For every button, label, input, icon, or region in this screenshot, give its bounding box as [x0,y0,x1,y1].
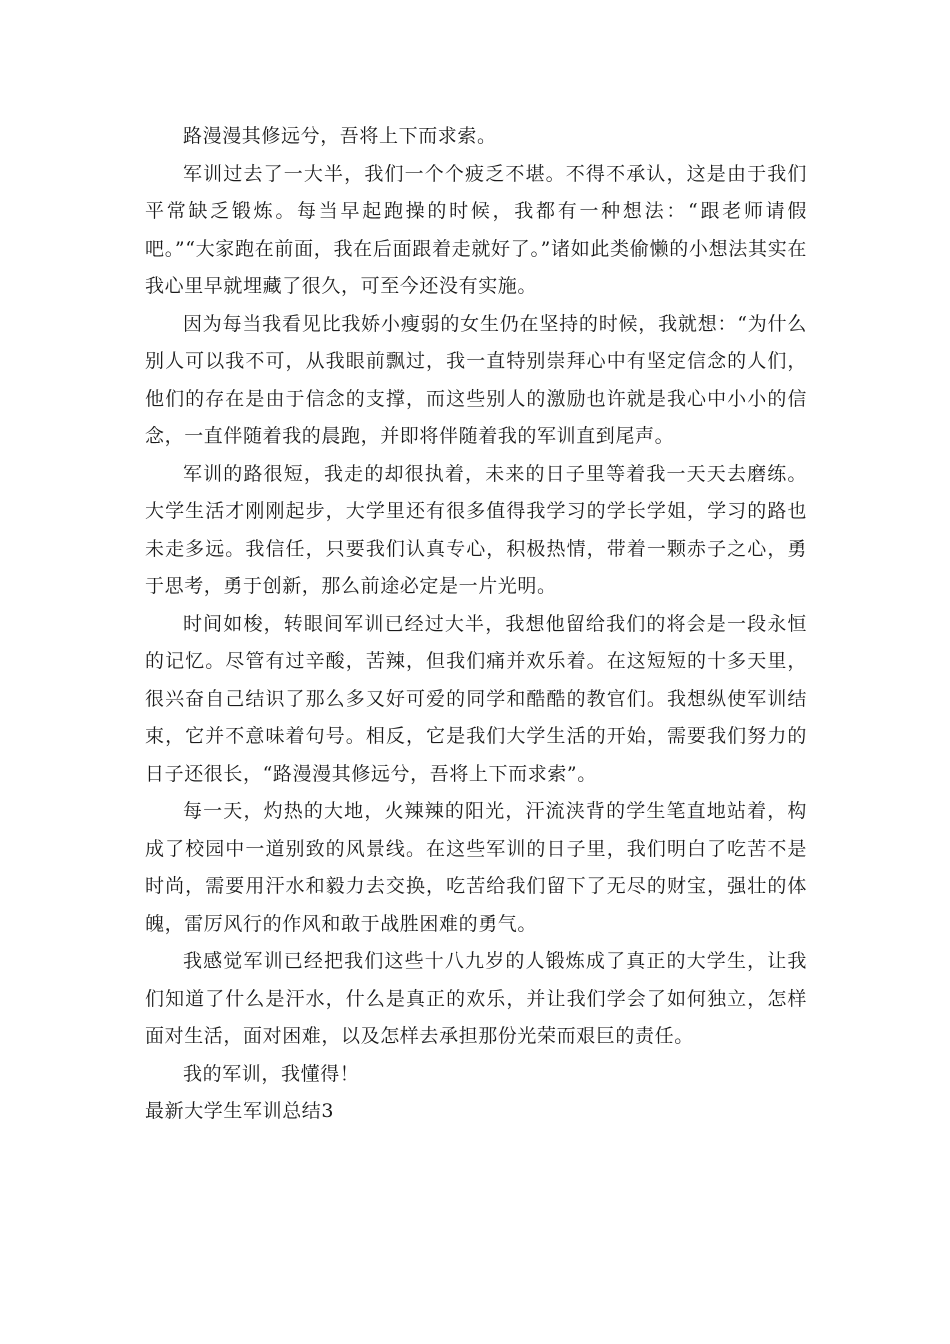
paragraph-4: 军训的路很短，我走的却很执着，未来的日子里等着我一天天去磨练。大学生活才刚刚起步，大学里还有很多值得我学习的学长学姐，学习的路也未走多远。我信任，只要我们认真专心，积极热情，带着一颗赤子之心，勇于思考，勇于创新，那么前途必定是一片光明。 [145,462,807,597]
paragraph-2: 军训过去了一大半，我们一个个疲乏不堪。不得不承认，这是由于我们平常缺乏锻炼。每当早起跑操的时候，我都有一种想法：“跟老师请假吧。”“大家跑在前面，我在后面跟着走就好了。”诸如此类偷懒的小想法其实在我心里早就埋藏了很久，可至今还没有实施。 [145,162,807,297]
paragraph-7: 我感觉军训已经把我们这些十八九岁的人锻炼成了真正的大学生，让我们知道了什么是汗水，什么是真正的欢乐，并让我们学会了如何独立，怎样面对生活，面对困难，以及怎样去承担那份光荣而艰巨的责任。 [145,950,807,1047]
document-body [145,118,807,1131]
section-heading: 最新大学生军训总结3 [145,1100,335,1122]
paragraph-5: 时间如梭，转眼间军训已经过大半，我想他留给我们的将会是一段永恒的记忆。尽管有过辛酸，苦辣，但我们痛并欢乐着。在这短短的十多天里，很兴奋自己结识了那么多又好可爱的同学和酷酷的教官们。我想纵使军训结束，它并不意味着句号。相反，它是我们大学生活的开始，需要我们努力的日子还很长，“路漫漫其修远兮，吾将上下而求索”。 [145,612,807,785]
paragraph-1: 路漫漫其修远兮，吾将上下而求索。 [183,125,497,147]
paragraph-8: 我的军训，我懂得！ [183,1062,360,1085]
paragraph-6: 每一天，灼热的大地，火辣辣的阳光，汗流浃背的学生笔直地站着，构成了校园中一道别致的风景线。在这些军训的日子里，我们明白了吃苦不是时尚，需要用汗水和毅力去交换，吃苦给我们留下了无尽的财宝，强壮的体魄，雷厉风行的作风和敢于战胜困难的勇气。 [145,800,807,935]
paragraph-3: 因为每当我看见比我娇小瘦弱的女生仍在坚持的时候，我就想：“为什么别人可以我不可，从我眼前飘过，我一直特别崇拜心中有坚定信念的人们，他们的存在是由于信念的支撑，而这些别人的激励也许就是我心中小小的信念，一直伴随着我的晨跑，并即将伴随着我的军训直到尾声。 [145,312,807,447]
